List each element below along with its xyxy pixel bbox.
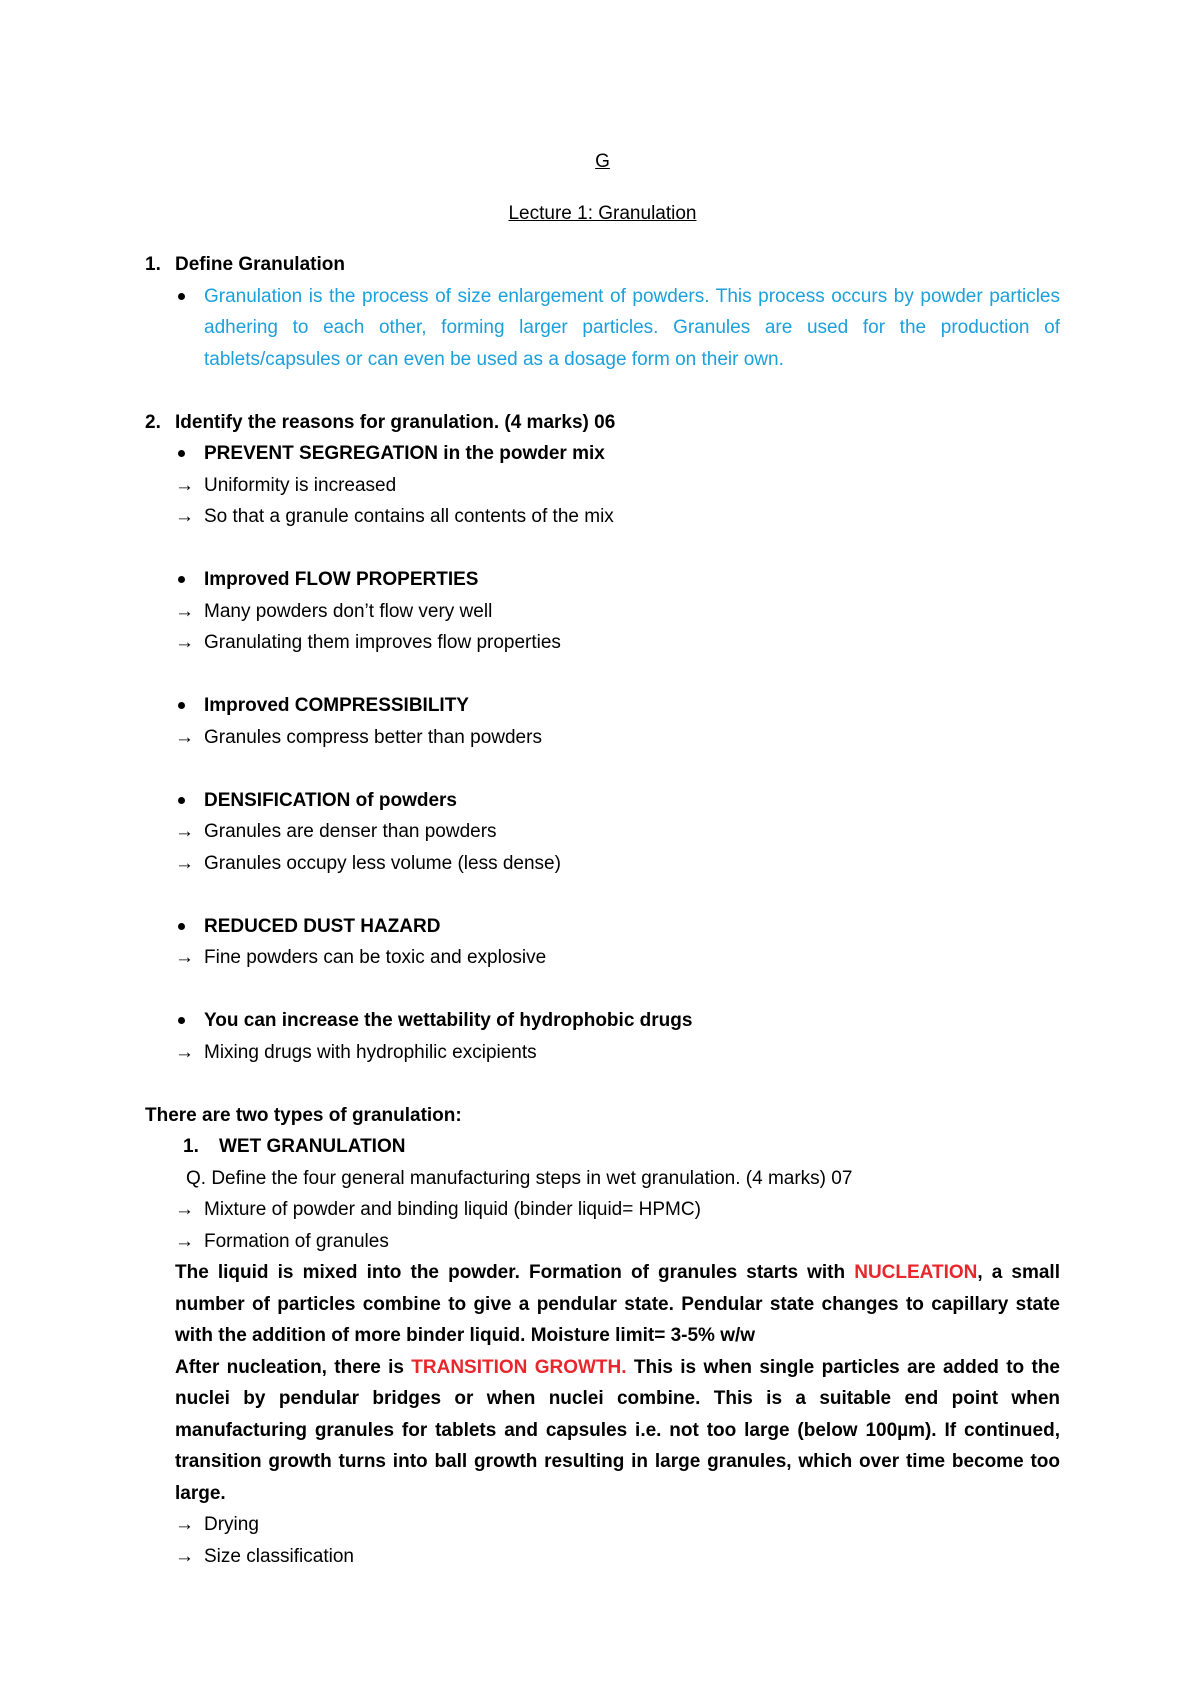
arrow-right-icon: → <box>175 1230 194 1252</box>
reason-point: → Uniformity is increased <box>145 470 1060 502</box>
arrow-right-icon: → <box>175 1545 194 1567</box>
arrow-right-icon: → <box>175 1199 194 1220</box>
answer-text: Granulation is the process of size enlargement of powders. This process occurs by powder particles adhering to each other, forming larger particles. Granules are used for the production of tablets/capsules or can even be used as a dosage form on their own. <box>204 285 1060 370</box>
reason-point: → Granules are denser than powders <box>145 816 1060 848</box>
question-text: Identify the reasons for granulation. (4 marks) 06 <box>175 411 616 433</box>
bullet-icon <box>178 797 185 804</box>
arrow-right-icon: → <box>175 726 194 748</box>
question-text: Define Granulation <box>175 254 345 275</box>
reason-point: → Many powders don’t flow very well <box>145 596 1060 628</box>
reason-point: → So that a granule contains all contents of the mix <box>145 501 1060 533</box>
reason-title: Improved FLOW PROPERTIES <box>145 564 1060 596</box>
reason-title: You can increase the wettability of hydrophobic drugs <box>145 1005 1060 1037</box>
arrow-right-icon: → <box>175 1514 194 1535</box>
arrow-right-icon: → <box>175 474 194 496</box>
bullet-icon <box>178 450 185 457</box>
nucleation-paragraph: The liquid is mixed into the powder. Formation of granules starts with NUCLEATION, a small number of particles combine to give a pendular state. Pendular state changes to capillary state with the addition of more binder liquid. Moisture limit= 3-5% w/w <box>175 1262 1060 1346</box>
arrow-right-icon: → <box>175 852 194 874</box>
reason-point: → Granules occupy less volume (less dense) <box>145 848 1060 880</box>
arrow-right-icon: → <box>175 821 194 842</box>
reason-point: → Fine powders can be toxic and explosive <box>145 942 1060 974</box>
bullet-icon <box>178 1017 185 1024</box>
wet-granulation-heading: 1. WET GRANULATION <box>145 1131 1060 1163</box>
types-intro: There are two types of granulation: <box>145 1104 462 1126</box>
wet-granulation-question: Q. Define the four general manufacturing steps in wet granulation. (4 marks) 07 <box>186 1167 853 1189</box>
bullet-icon <box>178 576 185 583</box>
arrow-right-icon: → <box>175 947 194 968</box>
manufacturing-step: → Drying <box>145 1509 1060 1541</box>
question-number: 1. <box>145 254 161 275</box>
arrow-right-icon: → <box>175 600 194 622</box>
arrow-right-icon: → <box>175 506 194 527</box>
reason-point: → Granules compress better than powders <box>145 722 1060 754</box>
question-1-heading <box>145 249 1060 281</box>
question-number: 2. <box>145 411 161 433</box>
bullet-icon <box>178 293 185 300</box>
document-letter: G <box>595 151 610 172</box>
arrow-right-icon: → <box>175 632 194 653</box>
list-number: 1. <box>183 1136 199 1157</box>
document-body <box>145 146 1060 1572</box>
reason-title: Improved COMPRESSIBILITY <box>145 690 1060 722</box>
manufacturing-step: → Formation of granules <box>145 1226 1060 1258</box>
reason-title: DENSIFICATION of powders <box>145 785 1060 817</box>
manufacturing-step: → Size classification <box>145 1541 1060 1573</box>
transition-growth-paragraph: After nucleation, there is TRANSITION GROWTH. This is when single particles are added to the nuclei by pendular bridges or when nuclei combine. This is a suitable end point when manufacturing granules for tablets and capsules i.e. not too large (below 100µm). If continued, transition growth turns into ball growth resulting in large granules, which over time become too large. <box>175 1356 1060 1504</box>
reason-point: → Mixing drugs with hydrophilic excipients <box>145 1037 1060 1069</box>
reason-point: → Granulating them improves flow properties <box>145 627 1060 659</box>
arrow-right-icon: → <box>175 1041 194 1063</box>
bullet-icon <box>178 702 185 709</box>
nucleation-highlight: NUCLEATION <box>854 1262 978 1283</box>
reason-title: PREVENT SEGREGATION in the powder mix <box>145 438 1060 470</box>
definition-answer <box>145 281 1060 376</box>
lecture-title: Lecture 1: Granulation <box>508 202 697 224</box>
question-2-heading <box>145 407 1060 439</box>
reason-title: REDUCED DUST HAZARD <box>145 911 1060 943</box>
transition-growth-highlight: TRANSITION GROWTH. <box>411 1356 627 1378</box>
bullet-icon <box>178 923 185 930</box>
manufacturing-step: → Mixture of powder and binding liquid (binder liquid= HPMC) <box>145 1194 1060 1226</box>
